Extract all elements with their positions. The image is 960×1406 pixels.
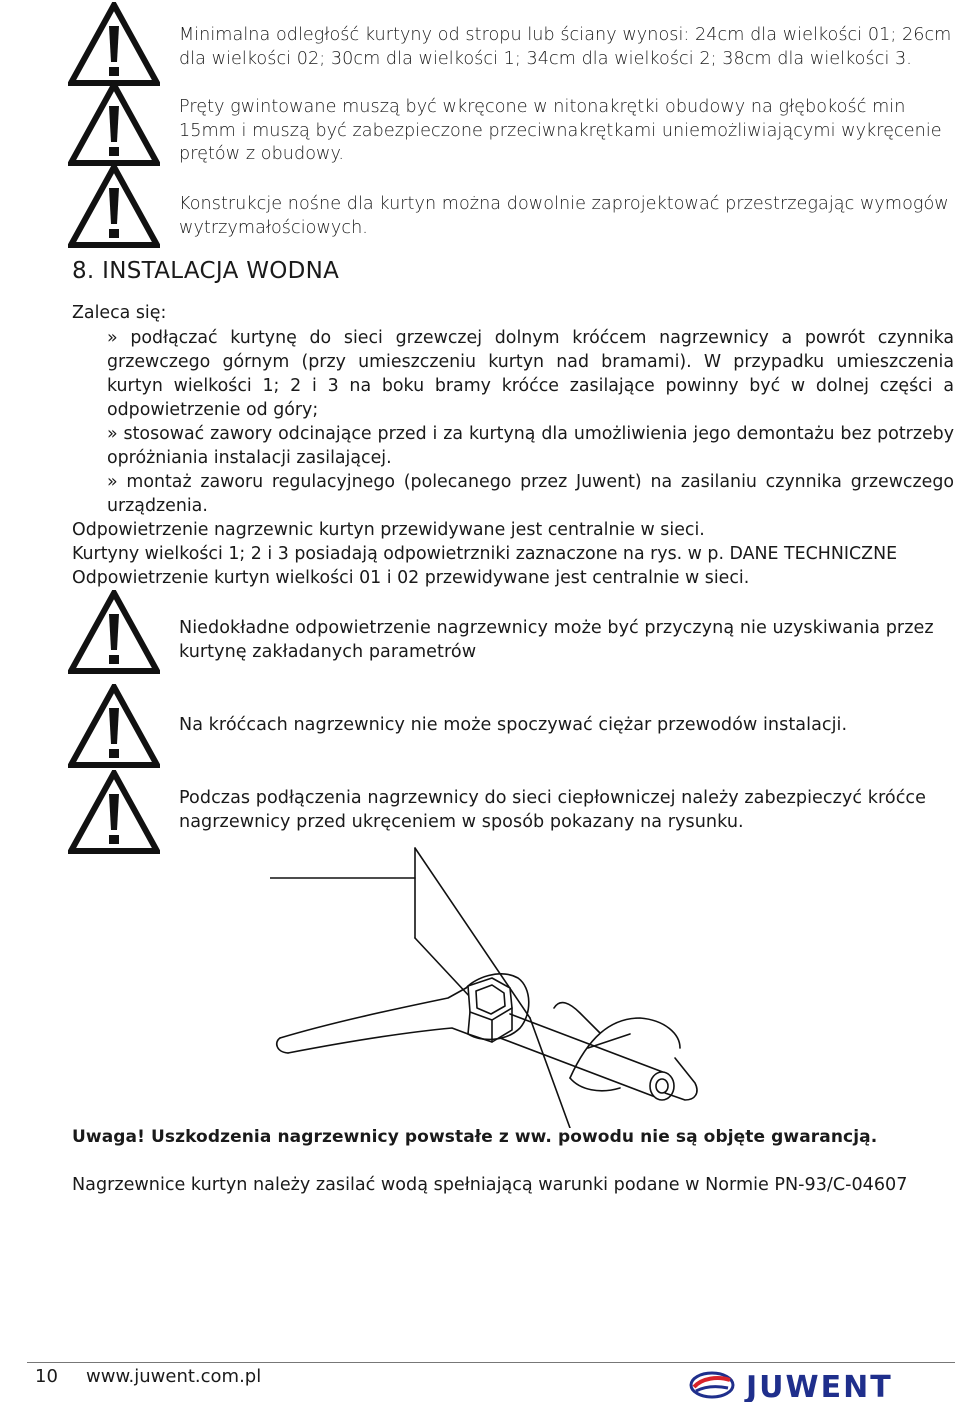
juwent-logo: [688, 1366, 954, 1402]
list-item: » montaż zaworu regulacyjnego (polecanego przez Juwent) na zasilaniu czynnika grzewczego urządzenia.: [107, 472, 954, 516]
warning-text-distance: Minimalna odległość kurtyny od stropu lub ściany wynosi: 24cm dla wielkości 01; 26cm dla wielkości 02; 30cm dla wielkości 1; 34cm dla wielkości 2; 38cm dla wielkości 3.: [179, 25, 952, 69]
section-heading: [72, 258, 339, 284]
warning-triangle-icon: [68, 590, 160, 674]
warranty-notice: Uwaga! Uszkodzenia nagrzewnicy powstałe z ww. powodu nie są objęte gwarancją.: [72, 1127, 878, 1147]
footer-url: www.juwent.com.pl: [86, 1366, 262, 1387]
paragraph: Kurtyny wielkości 1; 2 i 3 posiadają odpowietrzniki zaznaczone na rys. w p. DANE TECHNICZNE: [72, 544, 898, 564]
warning-text-venting: Niedokładne odpowietrzenie nagrzewnicy może być przyczyną nie uzyskiwania przez kurtynę zakładanych parametrów: [179, 618, 934, 662]
list-item: » podłączać kurtynę do sieci grzewczej dolnym króćcem nagrzewnicy a powrót czynnika grzewczego górnym (przy umieszczeniu kurtyn nad bramami). W przypadku umieszczenia kurtyn wielkości 1; 2 i 3 na boku bramy króćce zasilające powinny być w dolnej części a odpowietrzenie od góry;: [107, 328, 954, 420]
footer-divider: [27, 1362, 955, 1363]
warning-text-pipe-weight: Na króćcach nagrzewnicy nie może spoczywać ciężar przewodów instalacji.: [179, 715, 848, 735]
svg-text:JUWENT: JUWENT: [746, 1370, 893, 1402]
paragraph: Odpowietrzenie nagrzewnic kurtyn przewidywane jest centralnie w sieci.: [72, 520, 705, 540]
paragraph: Odpowietrzenie kurtyn wielkości 01 i 02 przewidywane jest centralnie w sieci.: [72, 568, 750, 588]
warning-triangle-icon: [68, 770, 160, 854]
bullet-list: [72, 326, 954, 590]
page-number: 10: [35, 1366, 58, 1387]
warning-triangle-icon: [68, 684, 160, 768]
water-norm-text: Nagrzewnice kurtyn należy zasilać wodą spełniającą warunki podane w Normie PN-93/C-04607: [72, 1175, 908, 1195]
warning-triangle-icon: [68, 164, 160, 248]
warning-triangle-icon: [68, 2, 160, 86]
list-item: » stosować zawory odcinające przed i za kurtyną dla umożliwienia jego demontażu bez potrzeby opróżniania instalacji zasilającej.: [107, 424, 954, 468]
section-number: 8.: [72, 258, 95, 284]
wrench-drawing: [270, 838, 710, 1128]
section-title: INSTALACJA WODNA: [102, 258, 340, 284]
warning-text-threaded-rods: Pręty gwintowane muszą być wkręcone w nitonakrętki obudowy na głębokość min 15mm i muszą być zabezpieczone przeciwnakrętkami uniemożliwiającymi wykręcenie prętów z obudowy.: [179, 97, 942, 164]
warning-text-constructions: Konstrukcje nośne dla kurtyn można dowolnie zaprojektować przestrzegając wymogów wytrzymałościowych.: [179, 194, 949, 238]
warning-triangle-icon: [68, 82, 160, 166]
intro-text: Zaleca się:: [72, 303, 167, 323]
warning-text-securing-stubs: Podczas podłączenia nagrzewnicy do sieci ciepłowniczej należy zabezpieczyć króćce nagrzewnicy przed ukręceniem w sposób pokazany na rysunku.: [179, 788, 927, 832]
